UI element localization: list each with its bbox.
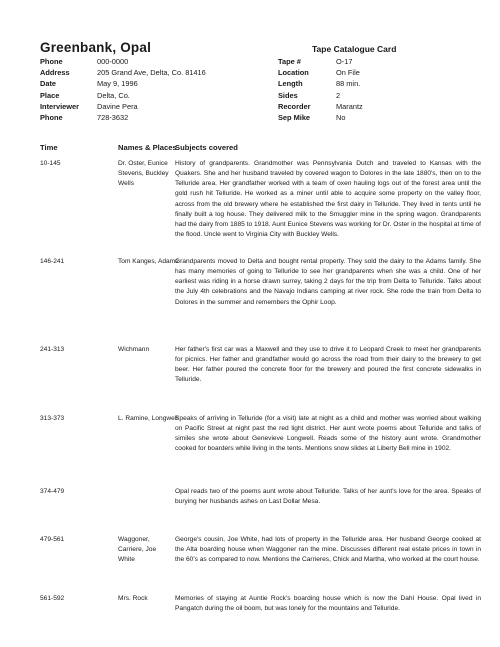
tape-value: 2 <box>336 90 341 100</box>
tape-row-recorder <box>278 101 363 112</box>
contact-info-block <box>40 56 206 123</box>
tape-row-location <box>278 67 363 78</box>
column-header-time: Time <box>40 143 58 152</box>
entry-subjects: Speaks of arriving in Telluride (for a visit) late at night as a child and mother was worried about walking on Pacific Street at night past the red light district. Her aunt wrote poems about Telluride and talks of similes she wrote about Genevieve Longwell. Reads some of the history aunt wrote. Grandmother cooked for boarders while living in the tents. Mentions snow slides at Liberty Bell mine in 1902. <box>175 415 481 453</box>
tape-value: O-17 <box>336 57 353 66</box>
info-label: Address <box>40 68 70 78</box>
entry-time: 146-241 <box>40 258 65 265</box>
info-value: Davine Pera <box>97 101 138 111</box>
info-value: 000-0000 <box>97 57 129 66</box>
entry-time: 241-313 <box>40 346 65 353</box>
info-label: Date <box>40 79 57 89</box>
entry-subjects: Opal reads two of the poems aunt wrote about Telluride. Talks of her aunt's love for the area. Speaks of burying her husbands ashes on Last Dollar Mesa. <box>175 488 481 506</box>
info-value: 205 Grand Ave, Delta, Co. 81416 <box>97 68 206 78</box>
tape-value: Marantz <box>336 101 363 111</box>
entry-time: 313-373 <box>40 415 65 422</box>
info-value: Delta, Co. <box>97 90 130 100</box>
tape-row-sep-mike <box>278 112 363 123</box>
entry-names: Mrs. Rock <box>118 595 148 602</box>
tape-label: Location <box>278 68 309 78</box>
info-row-interviewer <box>40 101 206 112</box>
info-label: Phone <box>40 112 63 122</box>
tape-label: Sep Mike <box>278 112 311 122</box>
info-value: 728-3632 <box>97 112 129 122</box>
entry-names: Tom Kanges, Adams <box>118 258 179 265</box>
entry-names: L. Ramine, Longwell <box>118 415 178 422</box>
tape-row-length <box>278 78 363 89</box>
card-title: Tape Catalogue Card <box>312 44 397 54</box>
info-row-address <box>40 67 206 78</box>
entry-time: 374-479 <box>40 488 65 495</box>
info-label: Place <box>40 90 60 100</box>
entry-names: Wichmann <box>118 346 150 353</box>
info-row-place <box>40 90 206 101</box>
info-row-date <box>40 78 206 89</box>
entry-time: 561-592 <box>40 595 65 602</box>
entry-subjects: History of grandparents. Grandmother was Pennsylvania Dutch and traveled to Kansas with the Quakers. She and her husband traveled by covered wagon to Dolores in the late 1880's, then on to the Telluride area. Her grandfather worked with a team of oxen hauling logs out of the forest area until the gold rush hit Telluride. He worked as a miner until able to acquire some property on the valley floor, across from the old brewery where he established the first dairy in Telluride. They lived in tents until he finally built a log house. They delivered milk to the Smuggler mine in the spring wagon. Grandparents had the dairy from 1885 to 1918. Aunt Eunice Stevens was working for Dr. Oster in the hospital at time of the flood. Uncle went to Virginia City with Buckley Wells. <box>175 160 481 239</box>
tape-label: Length <box>278 79 303 89</box>
info-value: May 9, 1996 <box>97 79 138 89</box>
column-header-subjects: Subjects covered <box>175 143 238 152</box>
tape-value: No <box>336 112 346 122</box>
info-label: Phone <box>40 57 63 66</box>
tape-label: Sides <box>278 90 298 100</box>
tape-label: Recorder <box>278 101 311 111</box>
entry-subjects: George's cousin, Joe White, had lots of property in the Telluride area. Her husband George cooked at the Alta boarding house when Waggoner ran the mine. Discusses different real estate prices in town in the 60's as compared to now. Mentions the Carrieres, Chick and Martha, who worked at the court house. <box>175 536 481 564</box>
info-row-interviewer-phone <box>40 112 206 123</box>
info-row-phone <box>40 56 206 67</box>
interviewee-name: Greenbank, Opal <box>40 40 152 55</box>
tape-value: On File <box>336 68 360 78</box>
tape-row-number <box>278 56 363 67</box>
tape-row-sides <box>278 90 363 101</box>
entry-subjects: Memories of staying at Auntie Rock's boarding house which is now the Dahl House. Opal lived in Pangatch during the oil boom, but was lonely for the mountains and Telluride. <box>175 595 481 613</box>
info-label: Interviewer <box>40 101 80 111</box>
entry-time: 10-145 <box>40 160 61 167</box>
entry-time: 479-561 <box>40 536 65 543</box>
entry-names: Waggoner, Carriere, Joe White <box>118 536 157 564</box>
column-header-names: Names & Places <box>118 143 177 152</box>
entry-subjects: Grandparents moved to Delta and bought rental property. They sold the dairy to the Adams family. She has many memories of going to Telluride to see her grandparents when she was a child. One of her earliest was riding in a horse drawn surrey, taking 2 days for the trip from Delta to Telluride. Talks about the July 4th celebrations and the Navajo Indians camping at river rock. She rode the train from Delta to Dolores in the summer and remembers the Ophir Loop. <box>175 258 481 306</box>
tape-info-block <box>278 56 363 123</box>
entry-subjects: Her father's first car was a Maxwell and they use to drive it to Leopard Creek to meet her grandparents for picnics. Her father and grandfather would go across the road from their dairy to the brewery to get beer. Her father poured the concrete floor for the brewery and poured the first concrete sidewalks in Telluride. <box>175 346 481 384</box>
entry-names: Dr. Oster, Eunice Stevens, Buckley Wells <box>118 160 169 188</box>
tape-value: 88 min. <box>336 79 361 89</box>
tape-label: Tape # <box>278 57 301 66</box>
